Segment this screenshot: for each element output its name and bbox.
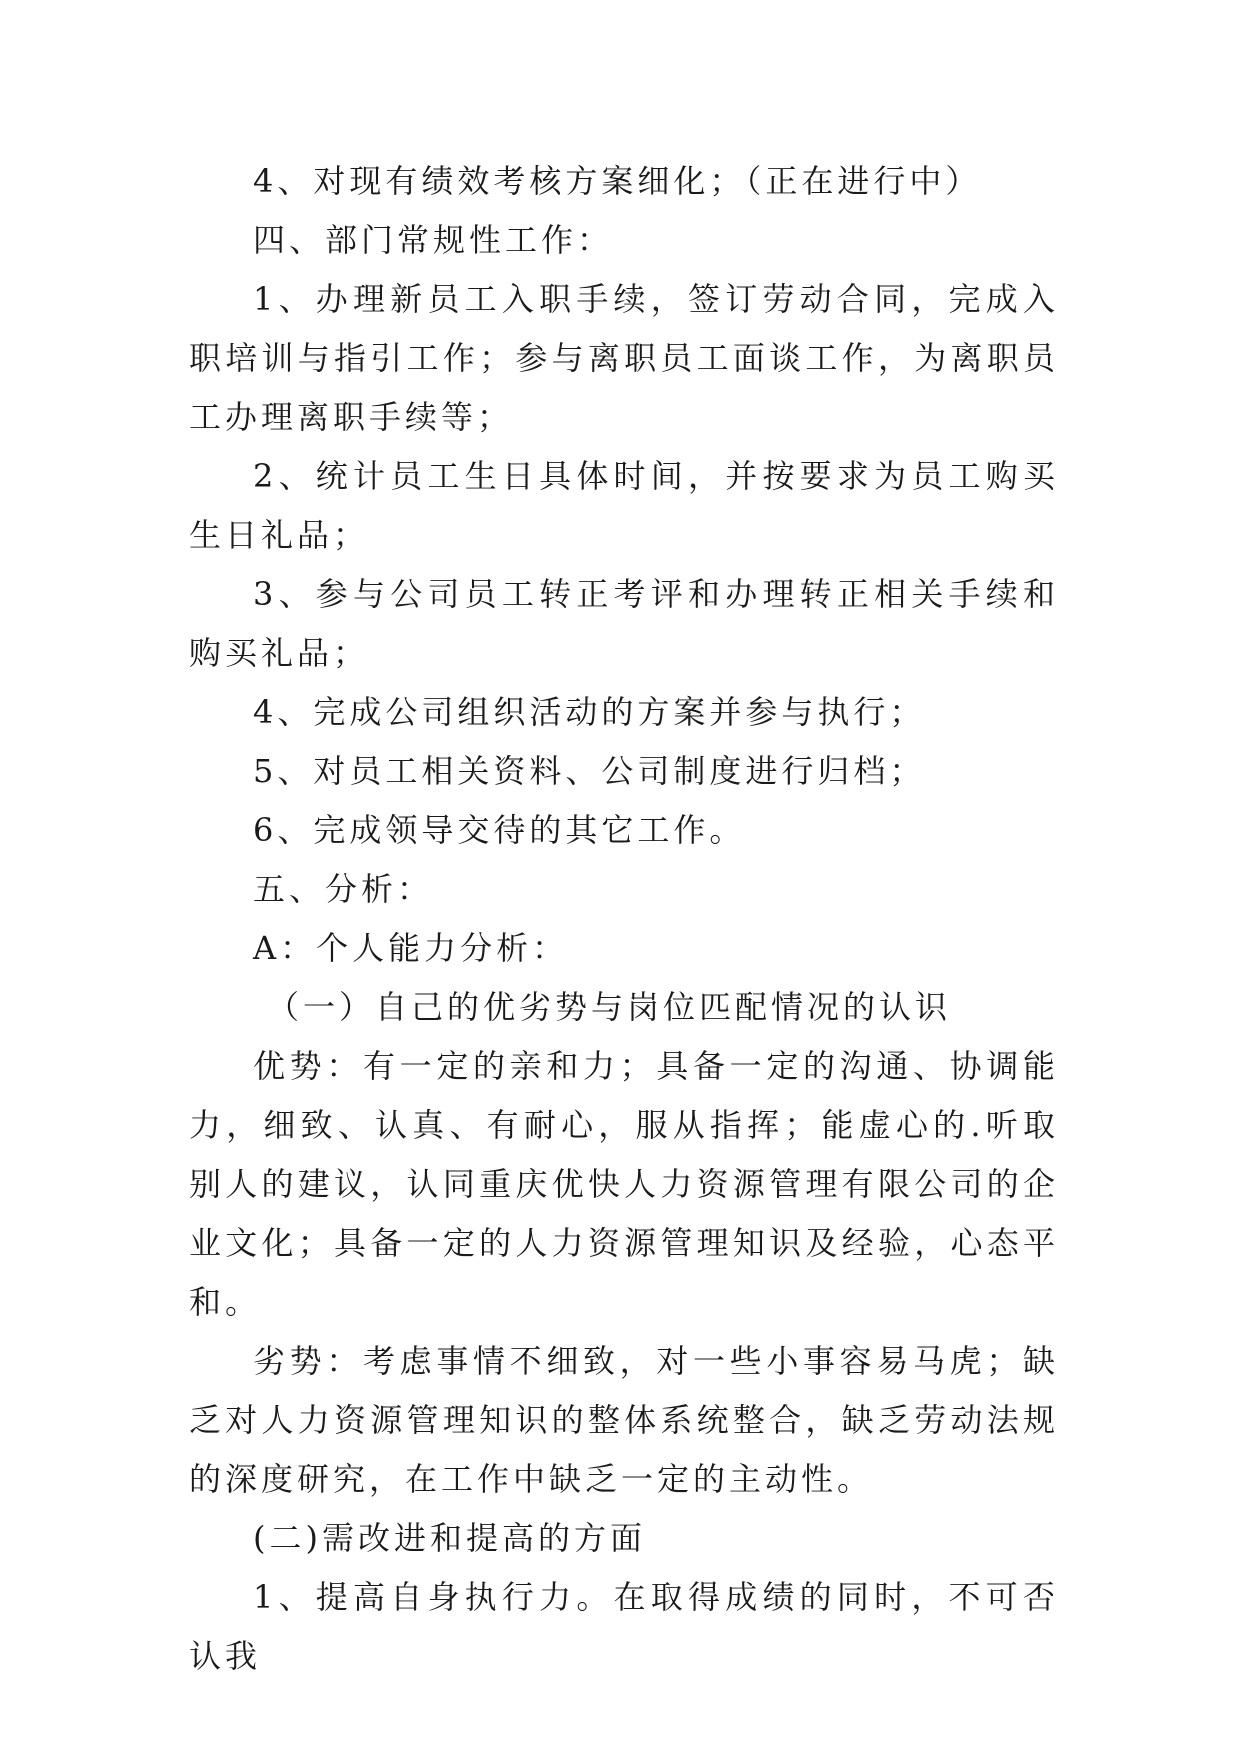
subheading-improvements: (二)需改进和提高的方面 xyxy=(253,1519,646,1557)
paragraph-birthday-gifts: 2、统计员工生日具体时间，并按要求为员工购买生日礼品； xyxy=(189,457,1059,554)
paragraph-onboarding: 1、办理新员工入职手续，签订劳动合同，完成入职培训与指引工作；参与离职员工面谈工作，为离职员工办理离职手续等； xyxy=(189,280,1059,436)
subheading-strengths-weaknesses: （一）自己的优劣势与岗位匹配情况的认识 xyxy=(267,988,952,1026)
paragraph-company-activities: 4、完成公司组织活动的方案并参与执行； xyxy=(253,693,926,731)
paragraph-other-work: 6、完成领导交待的其它工作。 xyxy=(253,811,746,849)
section-heading-routine-work: 四、部门常规性工作： xyxy=(253,221,614,259)
document-body xyxy=(189,152,1059,1686)
paragraph-regularization: 3、参与公司员工转正考评和办理转正相关手续和购买礼品； xyxy=(189,575,1059,672)
paragraph-execution: 1、提高自身执行力。在取得成绩的同时，不可否认我 xyxy=(189,1578,1059,1675)
subheading-personal-ability: A：个人能力分析： xyxy=(253,929,569,967)
paragraph-archiving: 5、对员工相关资料、公司制度进行归档； xyxy=(253,752,926,790)
paragraph-weaknesses: 劣势：考虑事情不细致，对一些小事容易马虎；缺乏对人力资源管理知识的整体系统整合，缺乏劳动法规的深度研究，在工作中缺乏一定的主动性。 xyxy=(189,1342,1059,1498)
section-heading-analysis: 五、分析： xyxy=(253,870,434,908)
paragraph-item-4-refine: 4、对现有绩效考核方案细化；（正在进行中） xyxy=(253,162,982,200)
paragraph-strengths: 优势：有一定的亲和力；具备一定的沟通、协调能力，细致、认真、有耐心，服从指挥；能虚心的.听取别人的建议，认同重庆优快人力资源管理有限公司的企业文化；具备一定的人力资源管理知识及经验，心态平和。 xyxy=(189,1047,1059,1321)
